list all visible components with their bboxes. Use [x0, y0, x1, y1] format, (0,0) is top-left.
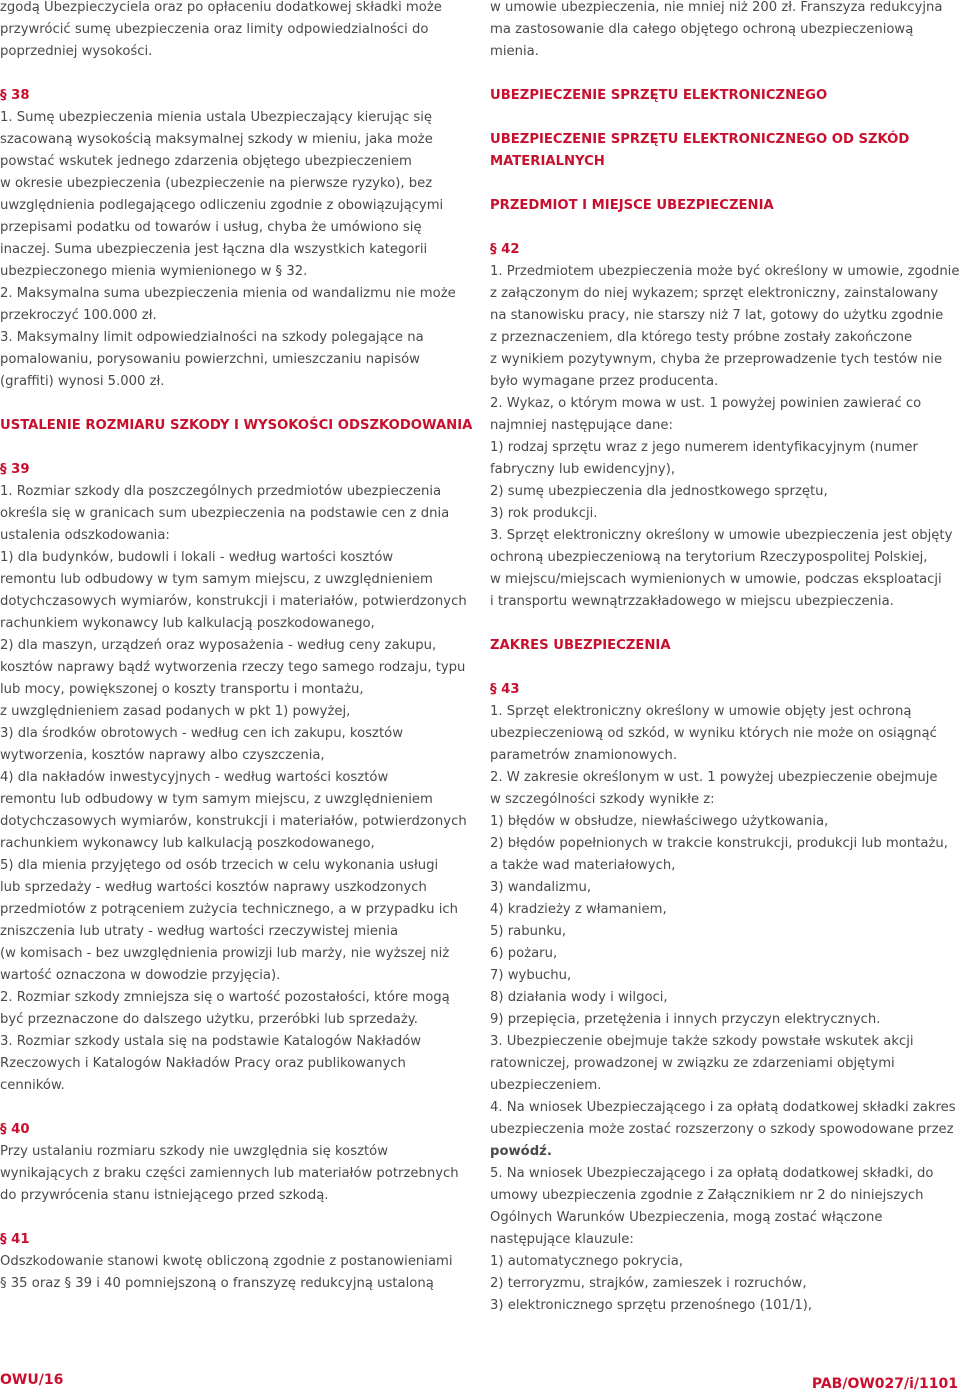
paragraph-gap	[0, 1207, 478, 1229]
text-line: 5. Na wniosek Ubezpieczającego i za opłatą dodatkowej składki, do	[490, 1166, 934, 1181]
section-heading: USTALENIE ROZMIARU SZKODY I WYSOKOŚCI ODSZKODOWANIA	[0, 418, 473, 433]
section-heading: § 43	[490, 682, 520, 697]
text-line: 2. Wykaz, o którym mowa w ust. 1 powyżej powinien zawierać co	[490, 396, 922, 411]
left-column	[0, 0, 478, 1295]
text-line: było wymagane przez producenta.	[490, 374, 719, 389]
text-line: rachunkiem wykonawcy lub kalkulacją poszkodowanego,	[0, 836, 375, 851]
paragraph-gap	[0, 63, 478, 85]
text-line: remontu lub odbudowy w tym samym miejscu, z uwzględnieniem	[0, 792, 433, 807]
text-line: 2) sumę ubezpieczenia dla jednostkowego sprzętu,	[490, 484, 828, 499]
paragraph-gap	[490, 107, 960, 129]
paragraph-gap	[490, 217, 960, 239]
text-line: lub mocy, powiększonej o koszty transportu i montażu,	[0, 682, 364, 697]
text-line: ochroną ubezpieczeniową na terytorium Rzeczypospolitej Polskiej,	[490, 550, 928, 565]
text-line: w szczególności szkody wynikłe z:	[490, 792, 715, 807]
text-line: parametrów znamionowych.	[490, 748, 678, 763]
text-line: 9) przepięcia, przetężenia i innych przyczyn elektrycznych.	[490, 1012, 881, 1027]
text-line: 3. Rozmiar szkody ustala się na podstawie Katalogów Nakładów	[0, 1034, 422, 1049]
text-line: 3) wandalizmu,	[490, 880, 592, 895]
paragraph-gap	[0, 437, 478, 459]
text-line: wartość oznaczona w dowodzie przyjęcia).	[0, 968, 281, 983]
text-line: 5) dla mienia przyjętego od osób trzecich w celu wykonania usługi	[0, 858, 439, 873]
text-line: cenników.	[0, 1078, 65, 1093]
text-line: na stanowisku pracy, nie starszy niż 7 lat, gotowy do użytku zgodnie	[490, 308, 944, 323]
text-line: 8) działania wody i wilgoci,	[490, 990, 668, 1005]
text-line: a także wad materiałowych,	[490, 858, 676, 873]
text-line: Ogólnych Warunków Ubezpieczenia, mogą zostać włączone	[490, 1210, 883, 1225]
text-line: 2) terroryzmu, strajków, zamieszek i rozruchów,	[490, 1276, 807, 1291]
text-line: 1. Sumę ubezpieczenia mienia ustala Ubezpieczający kierując się	[0, 110, 432, 125]
footer-document-code: PAB/OW027/i/1101	[811, 1376, 958, 1392]
text-line: 2. Rozmiar szkody zmniejsza się o wartość pozostałości, które mogą	[0, 990, 450, 1005]
text-line: lub sprzedaży - według wartości kosztów naprawy uszkodzonych	[0, 880, 427, 895]
section-heading: ZAKRES UBEZPIECZENIA	[490, 638, 671, 653]
section-heading: § 38	[0, 88, 30, 103]
text-line: w miejscu/miejscach wymienionych w umowie, podczas eksploatacji	[490, 572, 942, 587]
section-heading: UBEZPIECZENIE SPRZĘTU ELEKTRONICZNEGO	[490, 88, 828, 103]
text-line: umowy ubezpieczenia zgodnie z Załącznikiem nr 2 do niniejszych	[490, 1188, 924, 1203]
right-column	[490, 0, 960, 1317]
text-line: z uwzględnieniem zasad podanych w pkt 1) powyżej,	[0, 704, 351, 719]
text-line: uwzględnienia podlegającego odliczeniu zgodnie z obowiązującymi	[0, 198, 444, 213]
section-heading: PRZEDMIOT I MIEJSCE UBEZPIECZENIA	[490, 198, 774, 213]
text-line: 5) rabunku,	[490, 924, 567, 939]
text-line: 1) automatycznego pokrycia,	[490, 1254, 684, 1269]
text-line: wytworzenia, kosztów naprawy albo czyszczenia,	[0, 748, 325, 763]
text-line: ubezpieczonego mienia wymienionego w § 32.	[0, 264, 308, 279]
text-line: 6) pożaru,	[490, 946, 558, 961]
paragraph-gap	[490, 613, 960, 635]
text-line: w okresie ubezpieczenia (ubezpieczenie na pierwsze ryzyko), bez	[0, 176, 433, 191]
text-line: 4. Na wniosek Ubezpieczającego i za opłatą dodatkowej składki zakres	[490, 1100, 956, 1115]
text-line: przywrócić sumę ubezpieczenia oraz limity odpowiedzialności do	[0, 22, 429, 37]
text-line: Przy ustalaniu rozmiaru szkody nie uwzględnia się kosztów	[0, 1144, 389, 1159]
section-heading: § 41	[0, 1232, 30, 1247]
text-line: 1. Sprzęt elektroniczny określony w umowie objęty jest ochroną	[490, 704, 912, 719]
text-line: inaczej. Suma ubezpieczenia jest łączna dla wszystkich kategorii	[0, 242, 428, 257]
text-line: 2) dla maszyn, urządzeń oraz wyposażenia - według ceny zakupu,	[0, 638, 437, 653]
text-line: 1. Rozmiar szkody dla poszczególnych przedmiotów ubezpieczenia	[0, 484, 442, 499]
section-heading: § 42	[490, 242, 520, 257]
text-line: powódź.	[490, 1144, 552, 1159]
section-heading: UBEZPIECZENIE SPRZĘTU ELEKTRONICZNEGO OD SZKÓD	[490, 132, 910, 147]
text-line: w umowie ubezpieczenia, nie mniej niż 200 zł. Franszyza redukcyjna	[490, 0, 943, 15]
text-line: 3) dla środków obrotowych - według cen ich zakupu, kosztów	[0, 726, 403, 741]
text-line: dotychczasowych wymiarów, konstrukcji i materiałów, potwierdzonych	[0, 814, 467, 829]
text-line: § 35 oraz § 39 i 40 pomniejszoną o franszyzę redukcyjną ustaloną	[0, 1276, 434, 1291]
paragraph-gap	[490, 173, 960, 195]
text-line: ma zastosowanie dla całego objętego ochroną ubezpieczeniową	[490, 22, 914, 37]
text-line: powstać wskutek jednego zdarzenia objętego ubezpieczeniem	[0, 154, 412, 169]
text-line: poprzedniej wysokości.	[0, 44, 153, 59]
text-line: Rzeczowych i Katalogów Nakładów Pracy oraz publikowanych	[0, 1056, 406, 1071]
text-line: 4) dla nakładów inwestycyjnych - według wartości kosztów	[0, 770, 389, 785]
paragraph-gap	[490, 63, 960, 85]
text-line: zniszczenia lub utraty - według wartości rzeczywistej mienia	[0, 924, 399, 939]
text-line: ratowniczej, prowadzonej w związku ze zdarzeniami objętymi	[490, 1056, 895, 1071]
text-line: następujące klauzule:	[490, 1232, 634, 1247]
text-line: ubezpieczenia może zostać rozszerzony o szkody spowodowane przez	[490, 1122, 954, 1137]
text-line: i transportu wewnątrzzakładowego w miejscu ubezpieczenia.	[490, 594, 894, 609]
text-line: ubezpieczeniem.	[490, 1078, 602, 1093]
text-line: 1) błędów w obsłudze, niewłaściwego użytkowania,	[490, 814, 829, 829]
text-line: szacowaną wysokością maksymalnej szkody w mieniu, jaka może	[0, 132, 433, 147]
text-line: 4) kradzieży z włamaniem,	[490, 902, 667, 917]
text-line: rachunkiem wykonawcy lub kalkulacją poszkodowanego,	[0, 616, 375, 631]
text-line: przedmiotów z potrąceniem zużycia technicznego, a w przypadku ich	[0, 902, 458, 917]
footer-page-code: OWU/16	[0, 1372, 64, 1388]
text-line: 1) rodzaj sprzętu wraz z jego numerem identyfikacyjnym (numer	[490, 440, 918, 455]
text-line: fabryczny lub ewidencyjny),	[490, 462, 676, 477]
text-line: przepisami podatku od towarów i usług, chyba że umówiono się	[0, 220, 422, 235]
text-line: 3) elektronicznego sprzętu przenośnego (101/1),	[490, 1298, 813, 1313]
text-line: 3. Maksymalny limit odpowiedzialności na szkody polegające na	[0, 330, 424, 345]
paragraph-gap	[490, 657, 960, 679]
text-line: 3. Sprzęt elektroniczny określony w umowie ubezpieczenia jest objęty	[490, 528, 953, 543]
text-line: z przeznaczeniem, dla którego testy próbne zostały zakończone	[490, 330, 913, 345]
text-line: kosztów naprawy bądź wytworzenia rzeczy tego samego rodzaju, typu	[0, 660, 466, 675]
text-line: z załączonym do niej wykazem; sprzęt elektroniczny, zainstalowany	[490, 286, 939, 301]
text-line: określa się w granicach sum ubezpieczenia na podstawie cen z dnia	[0, 506, 450, 521]
section-heading: § 40	[0, 1122, 30, 1137]
text-line: zgodą Ubezpieczyciela oraz po opłaceniu dodatkowej składki może	[0, 0, 442, 15]
text-line: ustalenia odszkodowania:	[0, 528, 170, 543]
text-line: 2) błędów popełnionych w trakcie konstrukcji, produkcji lub montażu,	[490, 836, 948, 851]
paragraph-gap	[0, 393, 478, 415]
section-heading: MATERIALNYCH	[490, 154, 605, 169]
text-line: z wynikiem pozytywnym, chyba że przeprowadzenie tych testów nie	[490, 352, 943, 367]
text-line: najmniej następujące dane:	[490, 418, 673, 433]
text-line: dotychczasowych wymiarów, konstrukcji i materiałów, potwierdzonych	[0, 594, 467, 609]
text-line: 1. Przedmiotem ubezpieczenia może być określony w umowie, zgodnie	[490, 264, 960, 279]
text-line: wynikających z braku części zamiennych lub materiałów potrzebnych	[0, 1166, 459, 1181]
text-line: 2. Maksymalna suma ubezpieczenia mienia od wandalizmu nie może	[0, 286, 456, 301]
text-line: (graffiti) wynosi 5.000 zł.	[0, 374, 165, 389]
text-line: remontu lub odbudowy w tym samym miejscu, z uwzględnieniem	[0, 572, 433, 587]
text-line: Odszkodowanie stanowi kwotę obliczoną zgodnie z postanowieniami	[0, 1254, 453, 1269]
text-line: 3) rok produkcji.	[490, 506, 598, 521]
text-line: ubezpieczeniową od szkód, w wyniku których nie może on osiągnąć	[490, 726, 937, 741]
text-line: 3. Ubezpieczenie obejmuje także szkody powstałe wskutek akcji	[490, 1034, 914, 1049]
text-line: być przeznaczone do dalszego użytku, przeróbki lub sprzedaży.	[0, 1012, 418, 1027]
text-line: do przywrócenia stanu istniejącego przed szkodą.	[0, 1188, 329, 1203]
text-line: przekroczyć 100.000 zł.	[0, 308, 157, 323]
text-line: pomalowaniu, porysowaniu powierzchni, umieszczaniu napisów	[0, 352, 420, 367]
text-line: 2. W zakresie określonym w ust. 1 powyżej ubezpieczenie obejmuje	[490, 770, 938, 785]
text-line: (w komisach - bez uwzględnienia prowizji lub marży, nie wyższej niż	[0, 946, 450, 961]
paragraph-gap	[0, 1097, 478, 1119]
text-line: 7) wybuchu,	[490, 968, 572, 983]
section-heading: § 39	[0, 462, 30, 477]
text-line: 1) dla budynków, budowli i lokali - według wartości kosztów	[0, 550, 394, 565]
text-line: mienia.	[490, 44, 539, 59]
